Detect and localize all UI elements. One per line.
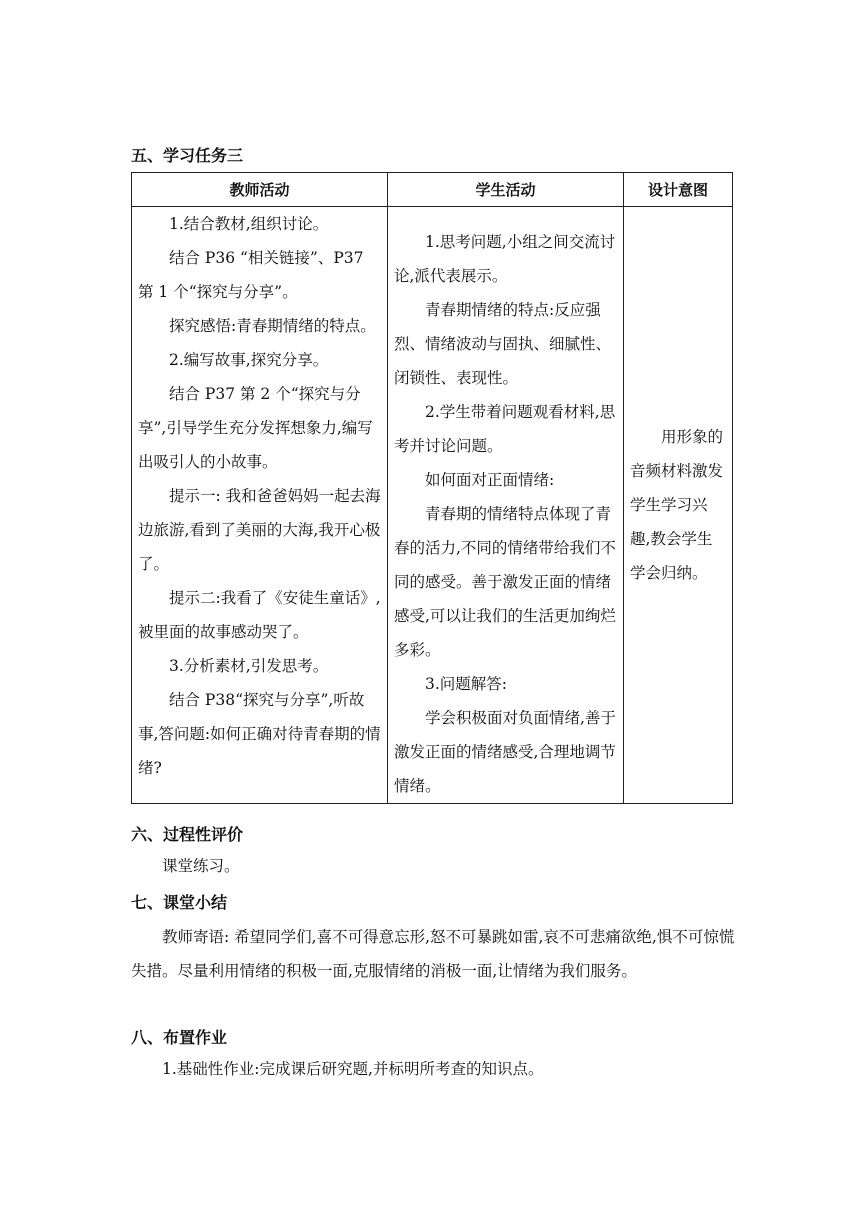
section-6-title: 六、过程性评价: [131, 825, 244, 844]
student-activity-cell: [388, 207, 624, 804]
section-5-title: 五、学习任务三: [131, 146, 244, 165]
student-paragraph: 青春期情绪的特点:反应强烈、情绪波动与固执、细腻性、闭锁性、表现性。: [394, 301, 612, 387]
section-8-title: 八、布置作业: [131, 1028, 228, 1047]
header-design-intent: 设计意图: [624, 173, 733, 207]
teacher-paragraph: 结合 P36 “相关链接”、P37 第 1 个“探究与分享”。: [138, 249, 364, 301]
teacher-paragraph: 3.分析素材,引发思考。: [169, 657, 329, 675]
learning-task-table: [131, 172, 733, 804]
header-student-activity: 学生活动: [388, 173, 624, 207]
student-paragraph: 3.问题解答:: [425, 675, 508, 693]
section-6-body: 课堂练习。: [162, 857, 240, 875]
teacher-paragraph: 探究感悟:青春期情绪的特点。: [169, 317, 376, 335]
teacher-activity-cell: [132, 207, 388, 804]
table-body-row: [132, 207, 733, 804]
design-intent-cell: [624, 207, 733, 804]
teacher-paragraph: 2.编写故事,探究分享。: [169, 351, 329, 369]
section-8-body: 1.基础性作业:完成课后研究题,并标明所考查的知识点。: [162, 1060, 544, 1078]
intent-paragraph: 用形象的音频材料激发学生学习兴趣,教会学生学会归纳。: [630, 428, 724, 582]
student-paragraph: 学会积极面对负面情绪,善于激发正面的情绪感受,合理地调节情绪。: [394, 709, 616, 795]
teacher-paragraph: 1.结合教材,组织讨论。: [169, 215, 329, 233]
teacher-paragraph: 提示一: 我和爸爸妈妈一起去海边旅游,看到了美丽的大海,我开心极了。: [138, 487, 381, 573]
student-paragraph: 如何面对正面情绪:: [425, 471, 555, 489]
student-paragraph: 1.思考问题,小组之间交流讨论,派代表展示。: [394, 233, 616, 285]
teacher-paragraph: 结合 P37 第 2 个“探究与分享”,引导学生充分发挥想象力,编写出吸引人的小故事。: [138, 385, 373, 471]
section-7-title: 七、课堂小结: [131, 893, 228, 912]
student-paragraph: 青春期的情绪特点体现了青春的活力,不同的情绪带给我们不同的感受。善于激发正面的情绪感受,可以让我们的生活更加绚烂多彩。: [394, 505, 616, 659]
table-header-row: [132, 173, 733, 207]
student-paragraph: 2.学生带着问题观看材料,思考并讨论问题。: [394, 403, 616, 455]
section-7-body: 教师寄语: 希望同学们,喜不可得意忘形,怒不可暴跳如雷,哀不可悲痛欲绝,惧不可惊慌失措。尽量利用情绪的积极一面,克服情绪的消极一面,让情绪为我们服务。: [131, 928, 735, 980]
teacher-paragraph: 提示二:我看了《安徒生童话》,被里面的故事感动哭了。: [138, 589, 381, 641]
teacher-paragraph: 结合 P38“探究与分享”,听故事,答问题:如何正确对待青春期的情绪?: [138, 691, 381, 777]
header-teacher-activity: 教师活动: [132, 173, 388, 207]
